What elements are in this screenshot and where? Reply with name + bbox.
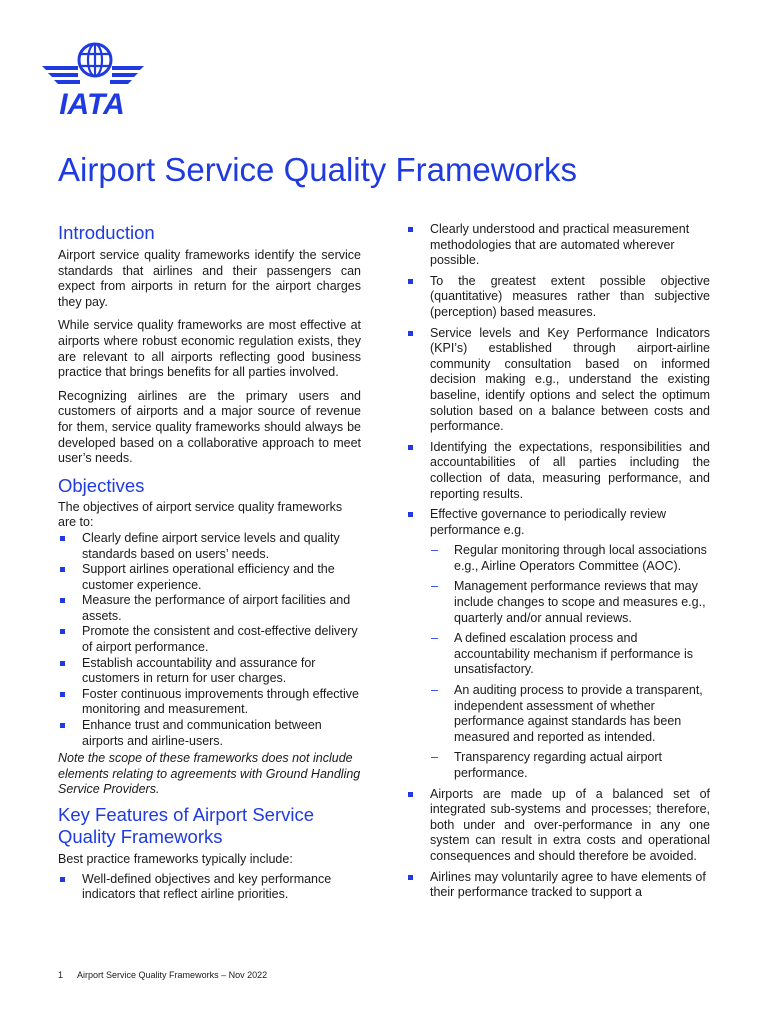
list-item: Identifying the expectations, responsibilities and accountabilities of all parties including the collection of data, measuring performance, and reporting results. <box>406 440 710 502</box>
sub-list-item: – A defined escalation process and accountability mechanism if performance is unsatisfactory. <box>430 631 710 678</box>
logo-wordmark: IATA <box>59 88 125 116</box>
heading-introduction: Introduction <box>58 222 155 243</box>
list-item: Establish accountability and assurance for customers in return for user charges. <box>58 656 361 687</box>
governance-sublist <box>430 543 710 781</box>
sub-list-item: – An auditing process to provide a transparent, independent assessment of whether performance against standards has been measured and reported as intended. <box>430 683 710 745</box>
objectives-lead: The objectives of airport service quality frameworks are to: <box>58 499 343 530</box>
list-item: Clearly understood and practical measurement methodologies that are automated wherever possible. <box>406 222 710 269</box>
heading-objectives: Objectives <box>58 474 145 496</box>
page-number: 1 <box>58 970 64 980</box>
sub-list-item: – Regular monitoring through local associations e.g., Airline Operators Committee (AOC). <box>430 543 710 574</box>
sub-list-item: – Management performance reviews that may include changes to scope and measures e.g., quarterly and/or annual reviews. <box>430 579 710 626</box>
sub-list-item: – Transparency regarding actual airport performance. <box>430 750 710 781</box>
intro-paragraph-2: While service quality frameworks are most effective at airports where robust economic regulation exists, they are relevant to all airports reflecting good business practice that brings benefits for all parties involved. <box>58 318 361 380</box>
heading-key-features: Key Features of Airport Service Quality Frameworks <box>58 804 315 847</box>
right-column <box>406 222 710 906</box>
list-item: Promote the consistent and cost-effective delivery of airport performance. <box>58 624 361 655</box>
list-item: Support airlines operational efficiency and the customer experience. <box>58 562 361 593</box>
key-features-lead: Best practice frameworks typically include: <box>58 852 293 866</box>
list-item: Well-defined objectives and key performance indicators that reflect airline priorities. <box>58 872 361 903</box>
intro-paragraph-1: Airport service quality frameworks identify the service standards that airlines and their passengers can expect from airports in return for the airport charges they pay. <box>58 248 361 309</box>
key-features-list-right <box>406 222 710 901</box>
intro-paragraph-3: Recognizing airlines are the primary users and customers of airports and a major source of revenue for them, service quality frameworks should always be developed based on a collaborative approach to meet user’s needs. <box>58 388 361 466</box>
list-item: Measure the performance of airport facilities and assets. <box>58 593 361 624</box>
list-item: Clearly define airport service levels and quality standards based on users’ needs. <box>58 531 361 562</box>
page-title: Airport Service Quality Frameworks <box>58 151 577 188</box>
list-item: Service levels and Key Performance Indicators (KPI’s) established through airport-airline community consultation based on informed decision making e.g., understand the existing baseline, identify options and select the optimum solution based on a balance between costs and performance. <box>406 326 710 435</box>
list-item: Airlines may voluntarily agree to have elements of their performance tracked to support a <box>406 870 710 901</box>
list-item: Enhance trust and communication between airports and airline-users. <box>58 718 361 749</box>
governance-lead: Effective governance to periodically review performance e.g. <box>430 507 667 537</box>
list-item: Foster continuous improvements through effective monitoring and measurement. <box>58 687 361 718</box>
list-item-governance <box>406 507 710 782</box>
scope-note: Note the scope of these frameworks does not include elements relating to agreements with Ground Handling Service Providers. <box>58 751 361 797</box>
iata-globe-wings-icon <box>40 42 144 116</box>
list-item: Airports are made up of a balanced set of integrated sub-systems and processes; therefore, both under and over-performance in any one system can result in extra costs and operational consequences and should therefore be avoided. <box>406 787 710 865</box>
iata-logo <box>40 42 144 116</box>
key-features-list-left <box>58 872 361 903</box>
page-footer <box>58 970 267 980</box>
footer-text: Airport Service Quality Frameworks – Nov 2022 <box>77 970 268 980</box>
objectives-list <box>58 531 361 749</box>
list-item: To the greatest extent possible objective (quantitative) measures rather than subjective (perception) based measures. <box>406 274 710 321</box>
left-column <box>58 222 361 903</box>
